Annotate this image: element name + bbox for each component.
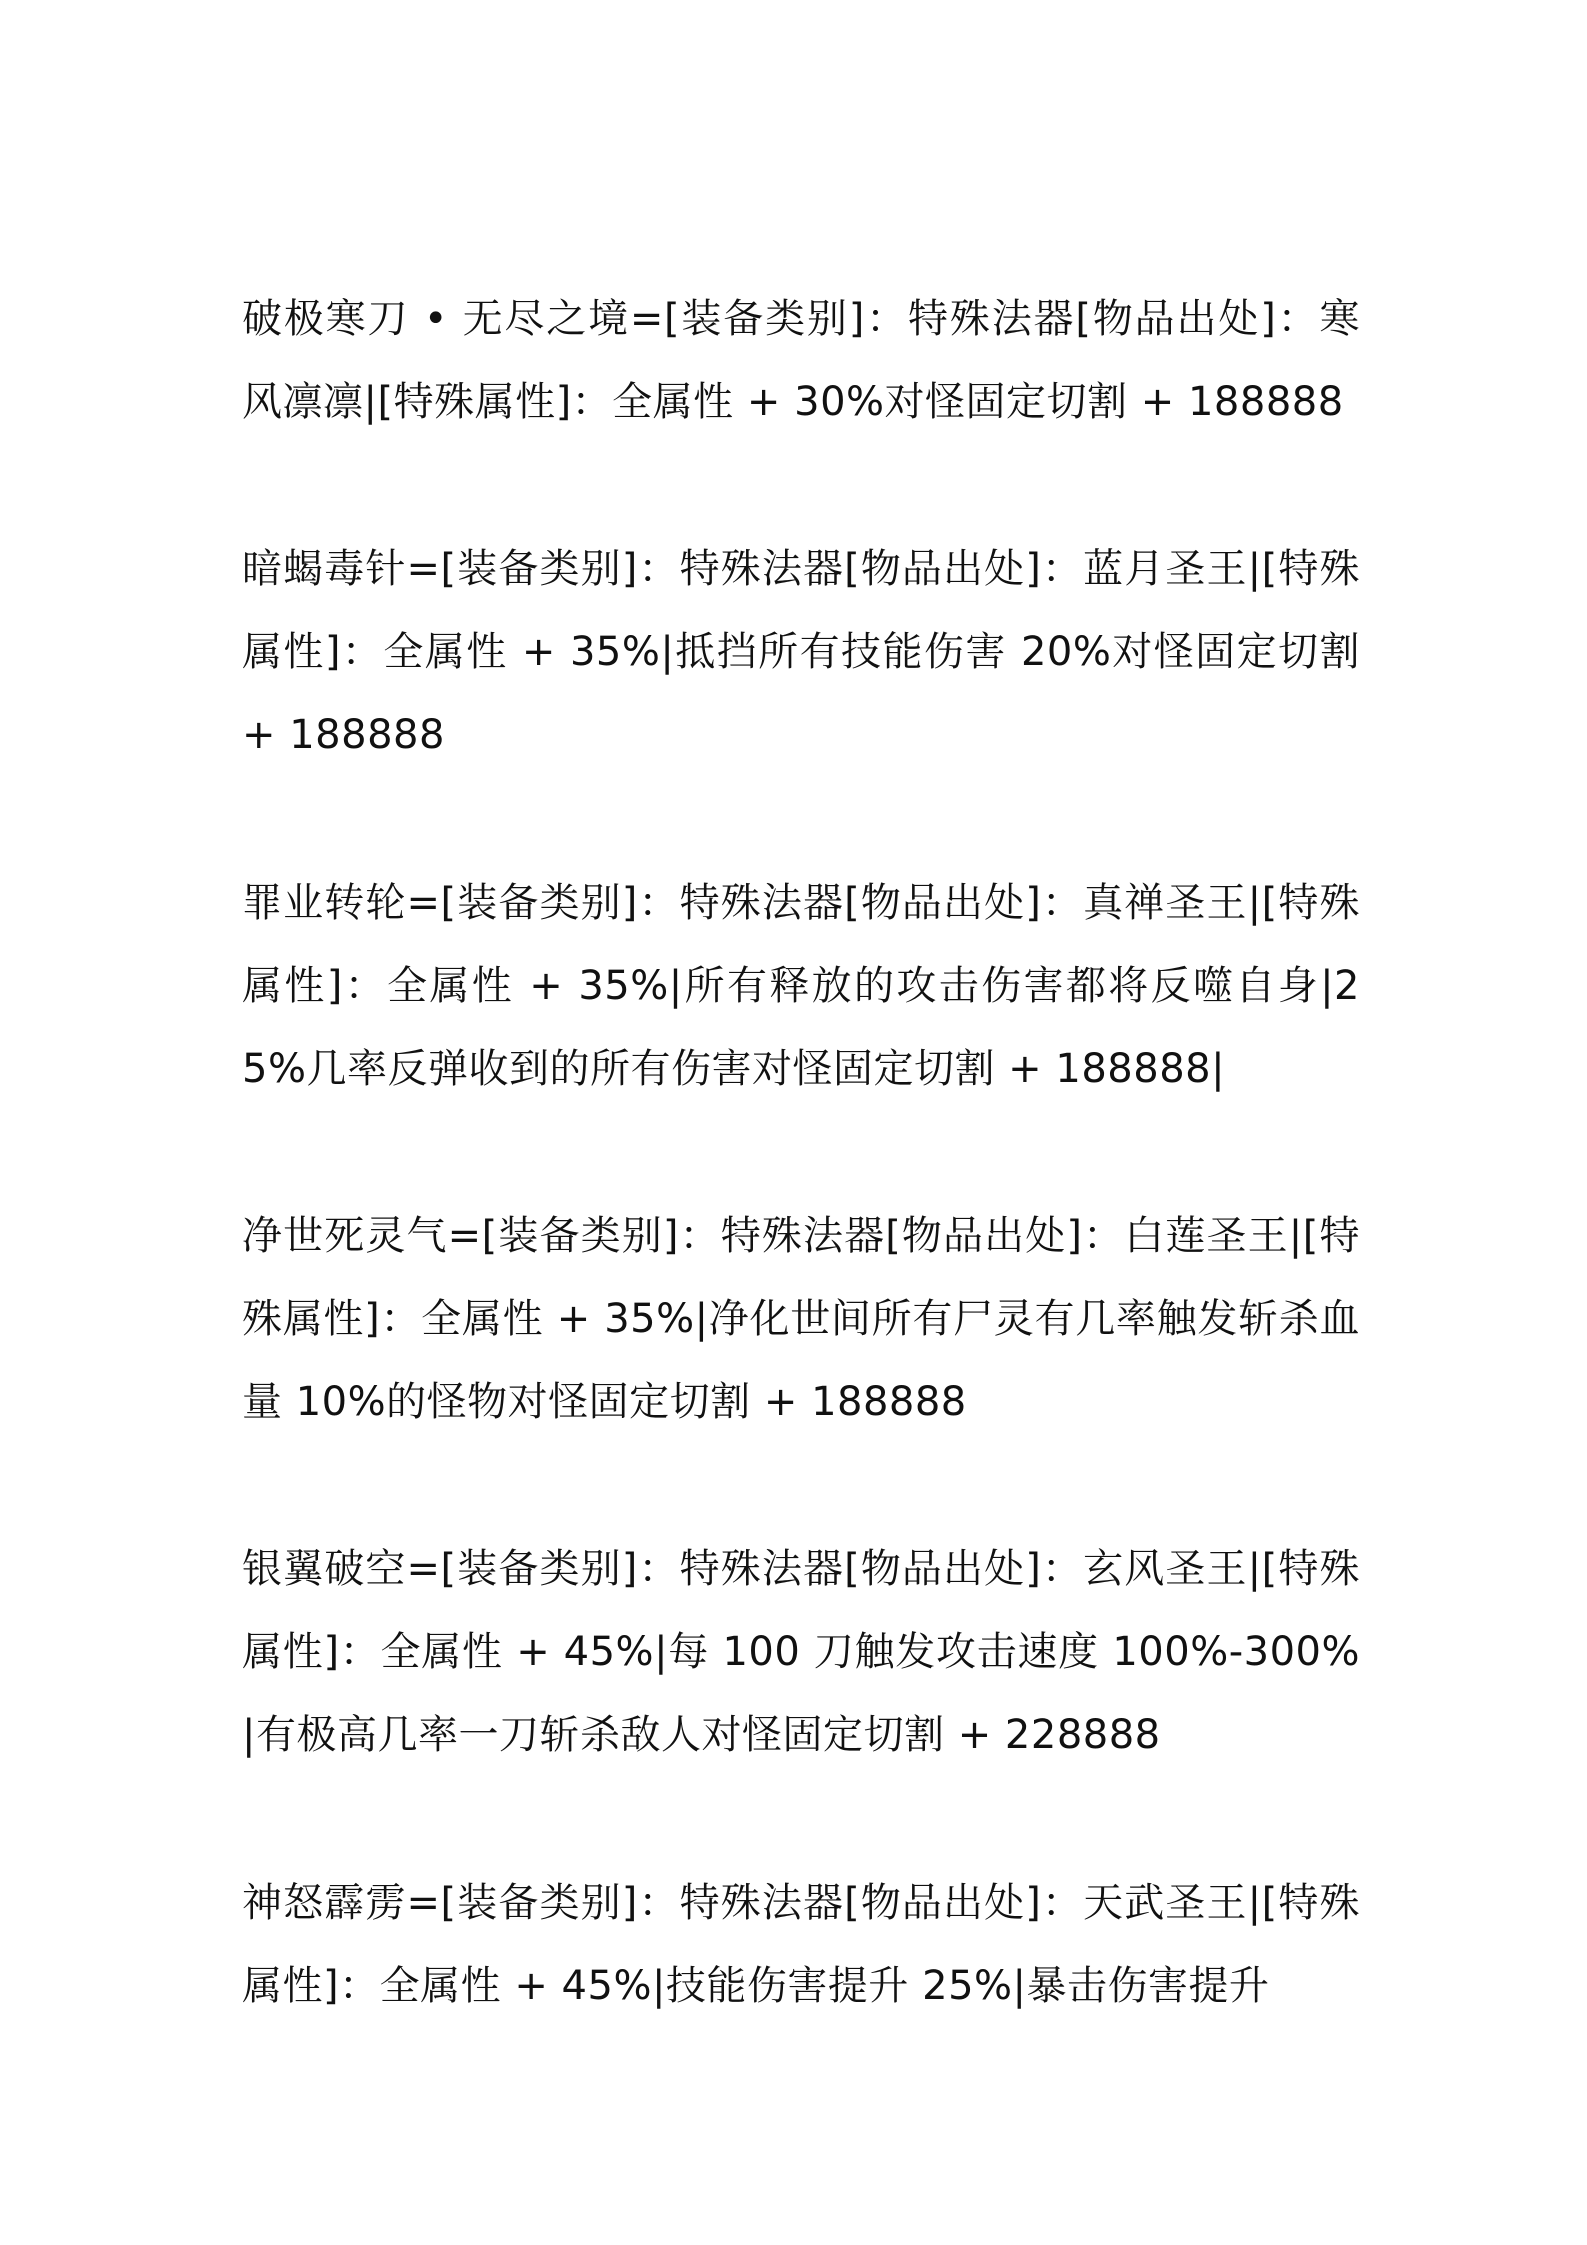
item-entry-an-xie-du-zhen: 暗蝎毒针=[装备类别]：特殊法器[物品出处]：蓝月圣王|[特殊属性]：全属性 + 35%|抵挡所有技能伤害 20%对怪固定切割 + 188888	[242, 546, 1360, 758]
item-entry-yin-yi-po-kong: 银翼破空=[装备类别]：特殊法器[物品出处]：玄风圣王|[特殊属性]：全属性 + 45%|每 100 刀触发攻击速度 100%-300%|有极高几率一刀斩杀敌人对怪固定切割 + 228888	[242, 1546, 1360, 1758]
item-entry-shen-nu-pi-li: 神怒霹雳=[装备类别]：特殊法器[物品出处]：天武圣王|[特殊属性]：全属性 + 45%|技能伤害提升 25%|暴击伤害提升	[242, 1880, 1360, 2009]
item-entry-jing-shi-si-ling-qi: 净世死灵气=[装备类别]：特殊法器[物品出处]：白莲圣王|[特殊属性]：全属性 + 35%|净化世间所有尸灵有几率触发斩杀血量 10%的怪物对怪固定切割 + 188888	[242, 1213, 1360, 1425]
item-entry-zui-ye-zhuan-lun: 罪业转轮=[装备类别]：特殊法器[物品出处]：真禅圣王|[特殊属性]：全属性 + 35%|所有释放的攻击伤害都将反噬自身|25%几率反弹收到的所有伤害对怪固定切割 + 188888|	[242, 880, 1360, 1092]
document-page	[242, 0, 1360, 2245]
item-entry-po-ji-han-dao: 破极寒刀 • 无尽之境=[装备类别]：特殊法器[物品出处]：寒风凛凛|[特殊属性]：全属性 + 30%对怪固定切割 + 188888	[242, 296, 1360, 425]
